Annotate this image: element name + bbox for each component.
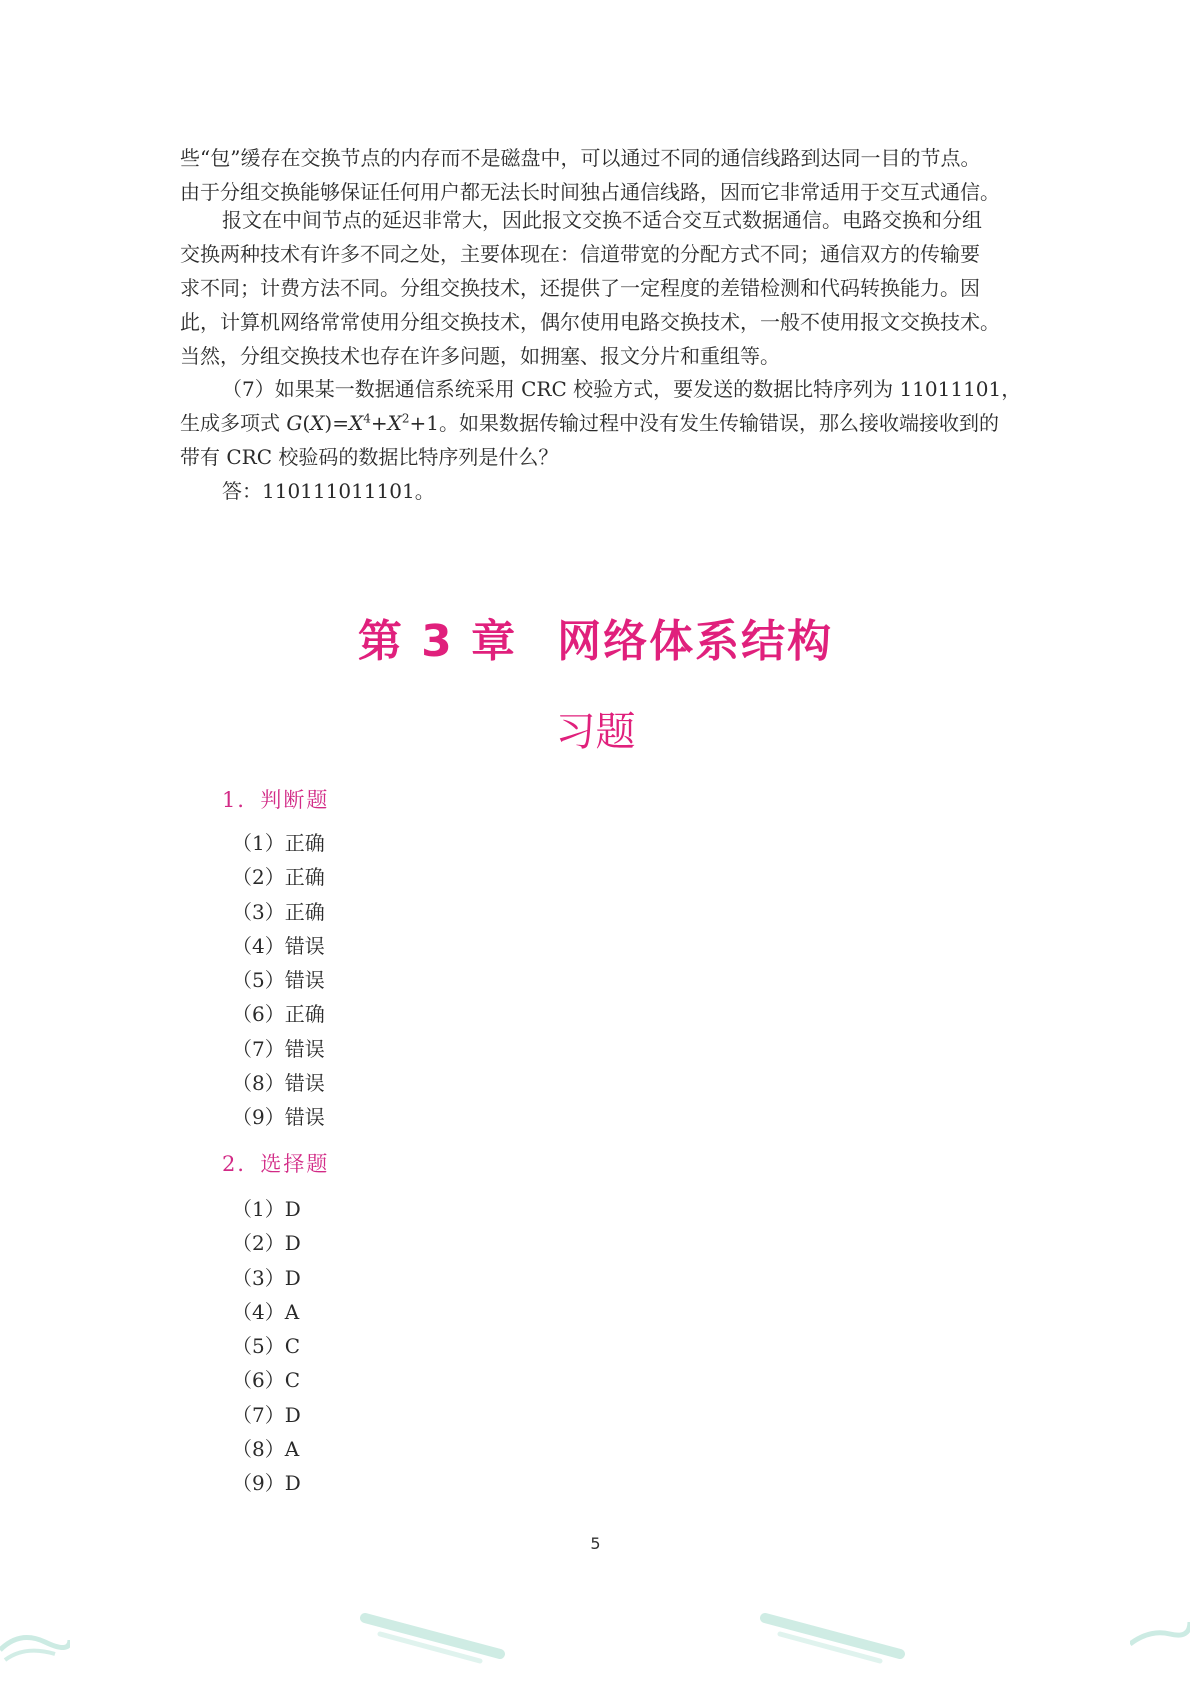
answer-item: （1）正确 bbox=[232, 831, 325, 855]
text-line: 些“包”缓存在交换节点的内存而不是磁盘中，可以通过不同的通信线路到达同一目的节点。 bbox=[180, 146, 981, 170]
intro-paragraph-1 bbox=[180, 141, 1030, 209]
watermark-logo bbox=[360, 1606, 510, 1666]
formula-x: X bbox=[348, 411, 364, 435]
true-false-heading: 1．判断题 bbox=[222, 788, 330, 812]
text-line: 此，计算机网络常常使用分组交换技术，偶尔使用电路交换技术，一般不使用报文交换技术。 bbox=[180, 310, 1000, 334]
answer-item: （7）错误 bbox=[232, 1036, 325, 1061]
answer-item: （4）A bbox=[232, 1299, 300, 1324]
text-line: 当然，分组交换技术也存在许多问题，如拥塞、报文分片和重组等。 bbox=[180, 344, 780, 368]
formula-g: G bbox=[286, 411, 303, 435]
answer-item: （4）错误 bbox=[232, 933, 325, 958]
answer-item: （3）正确 bbox=[232, 899, 325, 924]
answer-item: （1）D bbox=[232, 1197, 301, 1221]
question-line: （7）如果某一数据通信系统采用 CRC 校验方式，要发送的数据比特序列为 11011101， bbox=[222, 377, 1022, 401]
answer-item: （9）D bbox=[232, 1471, 301, 1496]
text-fragment: 生成多项式 bbox=[180, 411, 287, 435]
answer-item: （6）正确 bbox=[232, 1002, 325, 1027]
answer-item: （2）正确 bbox=[232, 865, 325, 890]
choice-answers bbox=[232, 1192, 301, 1501]
text-line: 由于分组交换能够保证任何用户都无法长时间独占通信线路，因而它非常适用于交互式通信。 bbox=[180, 180, 1000, 204]
chapter-title bbox=[0, 605, 1191, 665]
true-false-answers bbox=[232, 826, 325, 1135]
answer-text: 答：110111011101。 bbox=[222, 479, 435, 503]
answer-item: （9）错误 bbox=[232, 1105, 325, 1130]
text-line: 求不同；计费方法不同。分组交换技术，还提供了一定程度的差错检测和代码转换能力。因 bbox=[180, 276, 980, 300]
text-line: 交换两种技术有许多不同之处，主要体现在：信道带宽的分配方式不同；通信双方的传输要 bbox=[180, 242, 980, 266]
answer-item: （5）错误 bbox=[232, 968, 325, 993]
answer-item: （6）C bbox=[232, 1368, 301, 1393]
formula-x: X bbox=[387, 411, 402, 435]
answer-item: （8）错误 bbox=[232, 1071, 325, 1096]
question-line-formula: 生成多项式 $G(X)=X^4+X^2+1$。如果数据传输过程中没有发生传输错误，那么接收端接收到的 bbox=[180, 411, 999, 435]
choice-heading: 2．选择题 bbox=[222, 1152, 330, 1176]
watermark-logo bbox=[760, 1606, 910, 1666]
text-line: 报文在中间节点的延迟非常大，因此报文交换不适合交互式数据通信。电路交换和分组 bbox=[222, 208, 982, 232]
answer-item: （3）D bbox=[232, 1265, 301, 1290]
chapter-name: 网络体系结构 bbox=[557, 616, 834, 667]
watermark-logo bbox=[1130, 1614, 1190, 1664]
text-fragment: +1。如果数据传输过程中没有发生传输错误，那么接收端接收到的 bbox=[409, 411, 999, 435]
section-title: 习题 bbox=[555, 709, 636, 755]
answer-item: （5）C bbox=[232, 1334, 301, 1359]
chapter-number: 第 3 章 bbox=[357, 616, 518, 667]
formula-exponent: 2 bbox=[401, 411, 410, 426]
watermark-logo bbox=[0, 1620, 70, 1670]
question-line: 带有 CRC 校验码的数据比特序列是什么？ bbox=[180, 445, 559, 469]
answer-item: （2）D bbox=[232, 1231, 301, 1256]
formula-x: X bbox=[310, 411, 325, 435]
intro-paragraph-2 bbox=[180, 203, 1030, 373]
question-7 bbox=[180, 372, 1030, 508]
formula-exponent: 4 bbox=[363, 411, 371, 426]
page-number: 5 bbox=[590, 1534, 601, 1553]
answer-item: （7）D bbox=[232, 1402, 301, 1427]
answer-item: （8）A bbox=[232, 1437, 300, 1462]
